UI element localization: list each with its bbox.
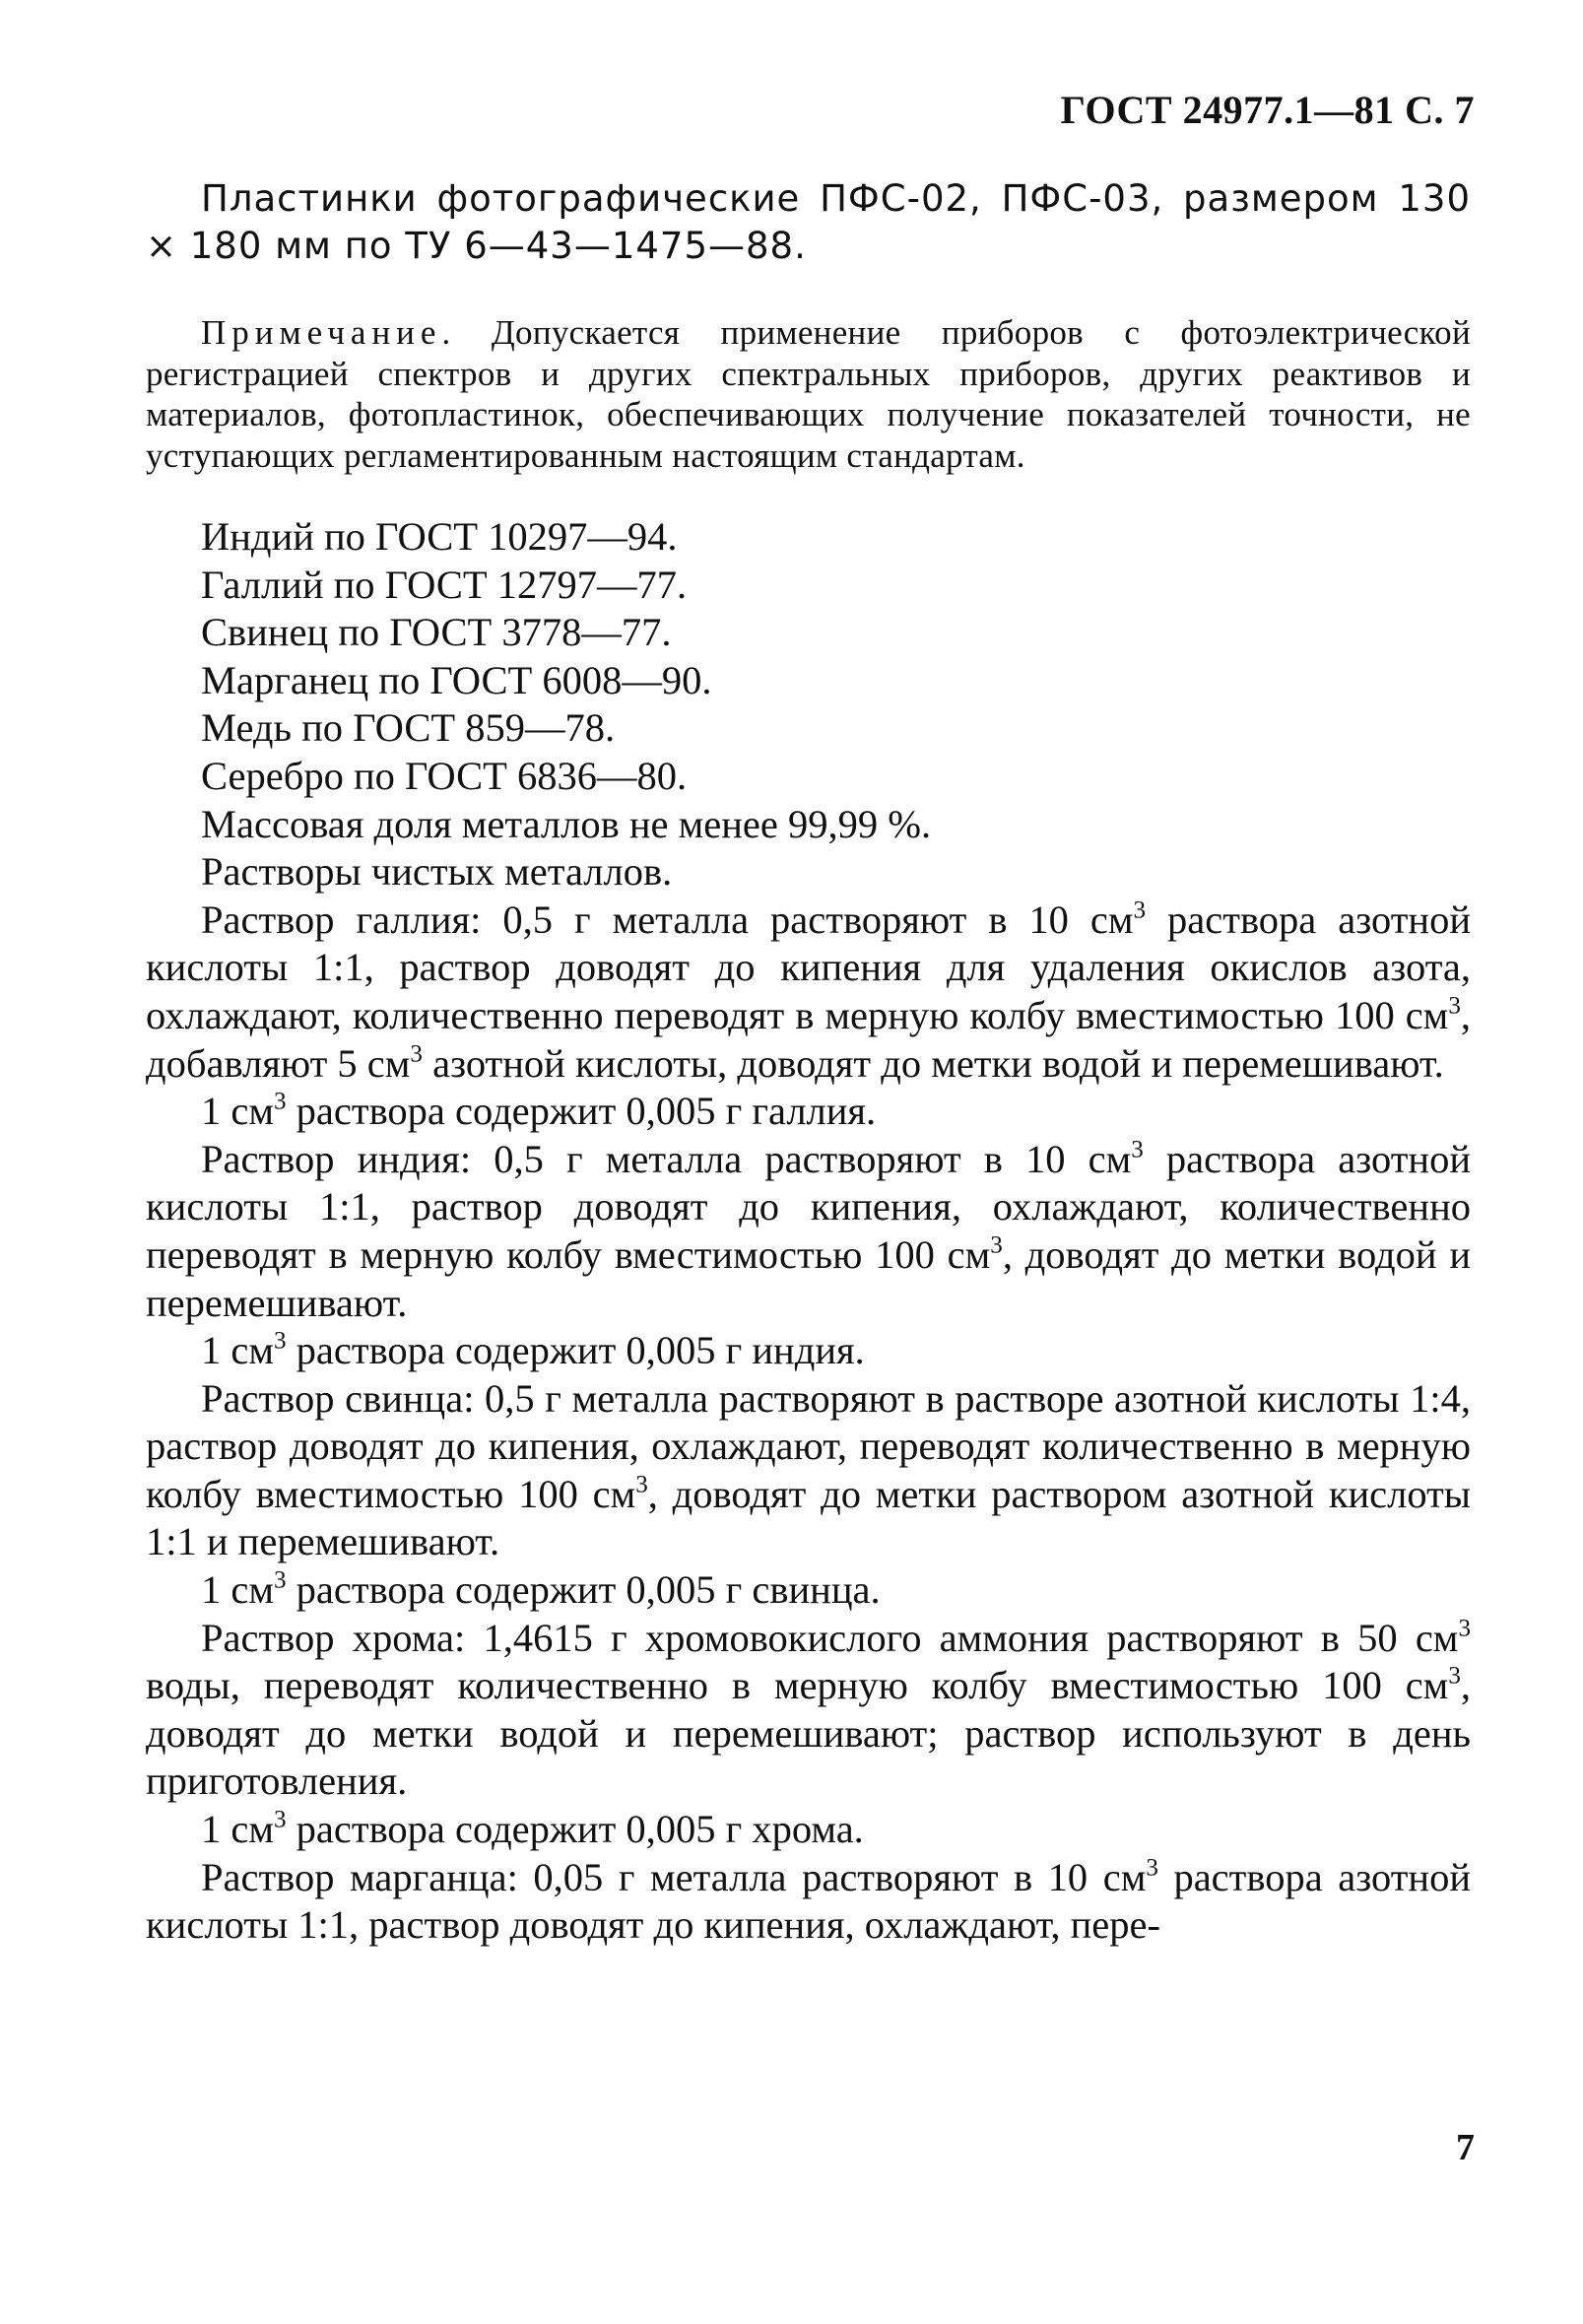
indium-concentration: 1 $см^3$ раствора содержит 0,005 г индия. xyxy=(201,1327,865,1373)
indium-solution-paragraph: Раствор индия: 0,5 г металла растворяют в 10 $см^3$ раствора азотной кислоты 1:1, раствор доводят до кипения, охлаждают, количественно переводят в мерную колбу вместимостью 100 $см^3$, доводят до метки водой и перемешивают. xyxy=(146,1136,1471,1325)
gallium-solution-paragraph: Раствор галлия: 0,5 г металла растворяют в 10 $см^3$ раствора азотной кислоты 1:1, раствор доводят до кипения для удаления окислов азота, охлаждают, количественно переводят в мерную колбу вместимостью 100 $см^3$, добавляют 5 $см^3$ азотной кислоты, доводят до метки водой и перемешивают. xyxy=(146,896,1471,1086)
gallium-concentration: 1 $см^3$ раствора содержит 0,005 г галлия. xyxy=(201,1088,877,1134)
metal-item-copper: Медь по ГОСТ 859—78. xyxy=(201,705,616,751)
note-label: Примечание xyxy=(201,313,442,352)
lead-solution-paragraph: Раствор свинца: 0,5 г металла растворяют в растворе азотной кислоты 1:4, раствор доводят до кипения, охлаждают, переводят количественно в мерную колбу вместимостью 100 $см^3$, доводят до метки раствором азотной кислоты 1:1 и перемешивают. xyxy=(146,1375,1471,1564)
note-paragraph xyxy=(146,312,1471,476)
metal-item-lead: Свинец по ГОСТ 3778—77. xyxy=(201,610,672,655)
metal-item-silver: Серебро по ГОСТ 6836—80. xyxy=(201,753,688,798)
solutions-heading: Растворы чистых металлов. xyxy=(201,849,673,895)
document-body xyxy=(146,175,1471,1950)
metal-item-indium: Индий по ГОСТ 10297—94. xyxy=(201,514,678,559)
lead-concentration: 1 $см^3$ раствора содержит 0,005 г свинца. xyxy=(201,1566,881,1613)
page-number: 7 xyxy=(1456,2127,1475,2168)
manganese-solution-paragraph: Раствор марганца: 0,05 г металла растворяют в 10 $см^3$ раствора азотной кислоты 1:1, раствор доводят до кипения, охлаждают, пере- xyxy=(146,1854,1471,1948)
metal-item-gallium: Галлий по ГОСТ 12797—77. xyxy=(201,562,688,607)
intro-paragraph: Пластинки фотографические ПФС-02, ПФС-03, размером 130 × 180 мм по ТУ 6—43—1475—88. xyxy=(146,177,1471,267)
note-text: . Допускается применение приборов с фотоэлектрической регистрацией спектров и других спектральных приборов, других реактивов и материалов, фотопластинок, обеспечивающих получение показателей точности, не уступающих регламентированным настоящим стандартам. xyxy=(146,313,1471,475)
metal-item-manganese: Марганец по ГОСТ 6008—90. xyxy=(201,657,712,702)
mass-fraction-line: Массовая доля металлов не менее 99,99 %. xyxy=(201,801,932,846)
chromium-solution-paragraph: Раствор хрома: 1,4615 г хромовокислого аммония растворяют в 50 $см^3$ воды, переводят количественно в мерную колбу вместимостью 100 $см^3$, доводят до метки водой и перемешивают; раствор используют в день приготовления. xyxy=(146,1615,1471,1804)
page-header: ГОСТ 24977.1—81 С. 7 xyxy=(1060,88,1475,132)
chromium-concentration: 1 $см^3$ раствора содержит 0,005 г хрома. xyxy=(201,1806,864,1852)
